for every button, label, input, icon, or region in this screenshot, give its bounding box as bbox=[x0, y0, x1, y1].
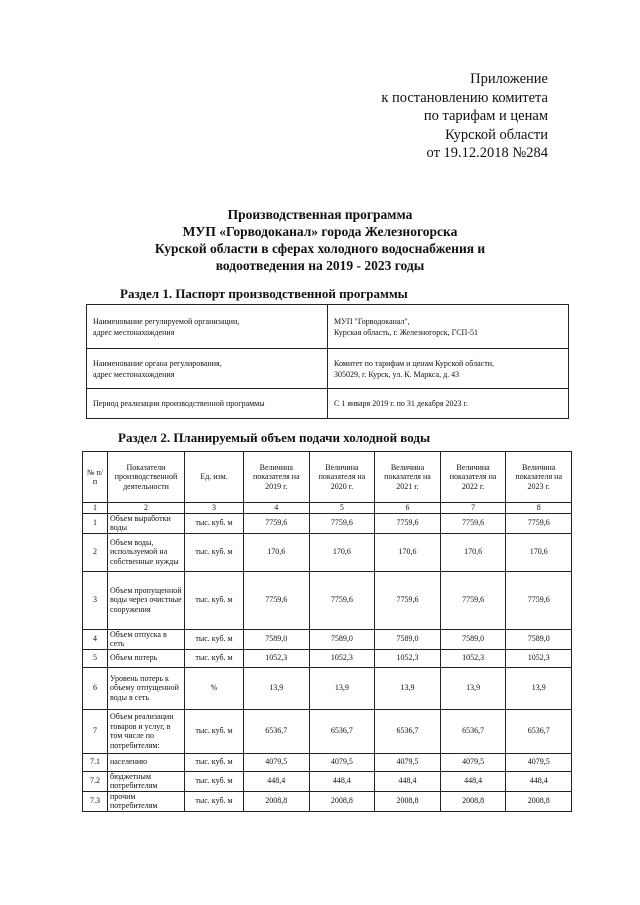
value-cell: 7759,6 bbox=[244, 513, 310, 533]
value-cell: 448,4 bbox=[244, 771, 310, 791]
column-header: Показатели производственной деятельности bbox=[108, 452, 185, 503]
appendix-line: Приложение bbox=[470, 71, 548, 87]
value-cell: 4079,5 bbox=[309, 753, 375, 771]
indicator-name: Объем пропущенной воды через очистные сооружения bbox=[108, 571, 185, 629]
row-number: 7.1 bbox=[83, 753, 108, 771]
unit-cell: тыс. куб. м bbox=[185, 629, 244, 649]
passport-row bbox=[87, 305, 569, 349]
document-title bbox=[0, 206, 640, 274]
appendix-line: к постановлению комитета bbox=[381, 89, 548, 106]
unit-cell: тыс. куб. м bbox=[185, 753, 244, 771]
value-cell: 13,9 bbox=[440, 667, 506, 709]
value-cell: 7589,0 bbox=[244, 629, 310, 649]
title-line: водоотведения на 2019 - 2023 годы bbox=[215, 258, 425, 273]
passport-value: С 1 января 2019 г. по 31 декабря 2023 г. bbox=[328, 389, 569, 419]
appendix-line: от 19.12.2018 №284 bbox=[426, 145, 548, 161]
row-number: 4 bbox=[83, 629, 108, 649]
column-number: 3 bbox=[185, 503, 244, 514]
title-line: Производственная программа bbox=[227, 207, 413, 222]
unit-cell: тыс. куб. м bbox=[185, 649, 244, 667]
row-number: 7.3 bbox=[83, 791, 108, 811]
value-cell: 448,4 bbox=[506, 771, 572, 791]
column-number: 5 bbox=[309, 503, 375, 514]
value-cell: 7759,6 bbox=[440, 513, 506, 533]
table-row bbox=[83, 571, 572, 629]
row-number: 3 bbox=[83, 571, 108, 629]
passport-table bbox=[86, 304, 569, 419]
table-row bbox=[83, 533, 572, 571]
table-row bbox=[83, 753, 572, 771]
indicator-name: Объем отпуска в сеть bbox=[108, 629, 185, 649]
title-line: Курской области в сферах холодного водоснабжения и bbox=[154, 241, 486, 256]
value-cell: 7589,0 bbox=[440, 629, 506, 649]
value-cell: 7759,6 bbox=[375, 571, 441, 629]
unit-cell: тыс. куб. м bbox=[185, 709, 244, 753]
indicator-name: Объем выработки воды bbox=[108, 513, 185, 533]
unit-cell: тыс. куб. м bbox=[185, 771, 244, 791]
unit-cell: тыс. куб. м bbox=[185, 571, 244, 629]
column-header: Ед. изм. bbox=[185, 452, 244, 503]
value-cell: 7589,0 bbox=[506, 629, 572, 649]
value-cell: 6536,7 bbox=[375, 709, 441, 753]
value-cell: 13,9 bbox=[506, 667, 572, 709]
section2-heading: Раздел 2. Планируемый объем подачи холодной воды bbox=[118, 430, 431, 445]
column-header: Величина показателя на 2019 г. bbox=[244, 452, 310, 503]
value-cell: 1052,3 bbox=[506, 649, 572, 667]
table-row bbox=[83, 709, 572, 753]
value-cell: 2008,8 bbox=[440, 791, 506, 811]
value-cell: 4079,5 bbox=[506, 753, 572, 771]
column-number: 7 bbox=[440, 503, 506, 514]
indicator-name: Объем воды, используемой на собственные нужды bbox=[108, 533, 185, 571]
indicator-name: прочим потребителям bbox=[108, 791, 185, 811]
value-cell: 170,6 bbox=[506, 533, 572, 571]
appendix-line: по тарифам и ценам bbox=[423, 108, 548, 124]
value-cell: 6536,7 bbox=[244, 709, 310, 753]
row-number: 7.2 bbox=[83, 771, 108, 791]
value-cell: 2008,8 bbox=[309, 791, 375, 811]
passport-value: Комитет по тарифам и ценам Курской области, 305029, г. Курск, ул. К. Маркса, д. 43 bbox=[328, 349, 569, 389]
passport-value: МУП "Горводоканал", Курская область, г. Железногорск, ГСП-51 bbox=[328, 305, 569, 349]
column-number: 1 bbox=[83, 503, 108, 514]
column-header: Величина показателя на 2022 г. bbox=[440, 452, 506, 503]
indicator-name: Уровень потерь к объему отпущенной воды в сеть bbox=[108, 667, 185, 709]
passport-label: Период реализации производственной программы bbox=[87, 389, 328, 419]
table-row bbox=[83, 629, 572, 649]
column-header: Величина показателя на 2023 г. bbox=[506, 452, 572, 503]
unit-cell: % bbox=[185, 667, 244, 709]
value-cell: 13,9 bbox=[375, 667, 441, 709]
column-header: № п/п bbox=[83, 452, 108, 503]
value-cell: 4079,5 bbox=[244, 753, 310, 771]
passport-row bbox=[87, 389, 569, 419]
row-number: 2 bbox=[83, 533, 108, 571]
table-row bbox=[83, 649, 572, 667]
indicator-name: бюджетным потребителям bbox=[108, 771, 185, 791]
value-cell: 4079,5 bbox=[440, 753, 506, 771]
appendix-block bbox=[381, 70, 548, 163]
indicator-name: Объем потерь bbox=[108, 649, 185, 667]
table-row bbox=[83, 771, 572, 791]
column-header: Величина показателя на 2021 г. bbox=[375, 452, 441, 503]
header-row bbox=[83, 452, 572, 503]
section1-heading: Раздел 1. Паспорт производственной программы bbox=[120, 286, 408, 301]
value-cell: 2008,8 bbox=[244, 791, 310, 811]
value-cell: 7759,6 bbox=[375, 513, 441, 533]
column-number: 4 bbox=[244, 503, 310, 514]
value-cell: 6536,7 bbox=[309, 709, 375, 753]
value-cell: 7759,6 bbox=[506, 571, 572, 629]
value-cell: 1052,3 bbox=[440, 649, 506, 667]
unit-cell: тыс. куб. м bbox=[185, 533, 244, 571]
passport-label: Наименование регулируемой организации, адрес местонахождения bbox=[87, 305, 328, 349]
value-cell: 7759,6 bbox=[309, 571, 375, 629]
volume-table bbox=[82, 451, 572, 812]
column-number-row bbox=[83, 503, 572, 514]
value-cell: 1052,3 bbox=[244, 649, 310, 667]
value-cell: 2008,8 bbox=[375, 791, 441, 811]
row-number: 7 bbox=[83, 709, 108, 753]
title-line: МУП «Горводоканал» города Железногорска bbox=[182, 224, 458, 239]
value-cell: 6536,7 bbox=[440, 709, 506, 753]
row-number: 1 bbox=[83, 513, 108, 533]
value-cell: 7759,6 bbox=[309, 513, 375, 533]
unit-cell: тыс. куб. м bbox=[185, 513, 244, 533]
column-header: Величина показателя на 2020 г. bbox=[309, 452, 375, 503]
value-cell: 13,9 bbox=[244, 667, 310, 709]
value-cell: 170,6 bbox=[309, 533, 375, 571]
value-cell: 170,6 bbox=[440, 533, 506, 571]
value-cell: 448,4 bbox=[440, 771, 506, 791]
value-cell: 6536,7 bbox=[506, 709, 572, 753]
value-cell: 7759,6 bbox=[244, 571, 310, 629]
indicator-name: Объем реализации товаров и услуг, в том числе по потребителям: bbox=[108, 709, 185, 753]
value-cell: 7759,6 bbox=[440, 571, 506, 629]
indicator-name: населению bbox=[108, 753, 185, 771]
passport-row bbox=[87, 349, 569, 389]
row-number: 6 bbox=[83, 667, 108, 709]
row-number: 5 bbox=[83, 649, 108, 667]
table-row bbox=[83, 513, 572, 533]
value-cell: 1052,3 bbox=[309, 649, 375, 667]
unit-cell: тыс. куб. м bbox=[185, 791, 244, 811]
column-number: 2 bbox=[108, 503, 185, 514]
value-cell: 13,9 bbox=[309, 667, 375, 709]
value-cell: 170,6 bbox=[375, 533, 441, 571]
table-row bbox=[83, 791, 572, 811]
column-number: 6 bbox=[375, 503, 441, 514]
value-cell: 1052,3 bbox=[375, 649, 441, 667]
value-cell: 2008,8 bbox=[506, 791, 572, 811]
appendix-line: Курской области bbox=[445, 126, 548, 143]
column-number: 8 bbox=[506, 503, 572, 514]
value-cell: 448,4 bbox=[309, 771, 375, 791]
passport-label: Наименование органа регулирования, адрес местонахождения bbox=[87, 349, 328, 389]
value-cell: 170,6 bbox=[244, 533, 310, 571]
value-cell: 448,4 bbox=[375, 771, 441, 791]
value-cell: 7759,6 bbox=[506, 513, 572, 533]
value-cell: 4079,5 bbox=[375, 753, 441, 771]
value-cell: 7589,0 bbox=[375, 629, 441, 649]
value-cell: 7589,0 bbox=[309, 629, 375, 649]
table-row bbox=[83, 667, 572, 709]
